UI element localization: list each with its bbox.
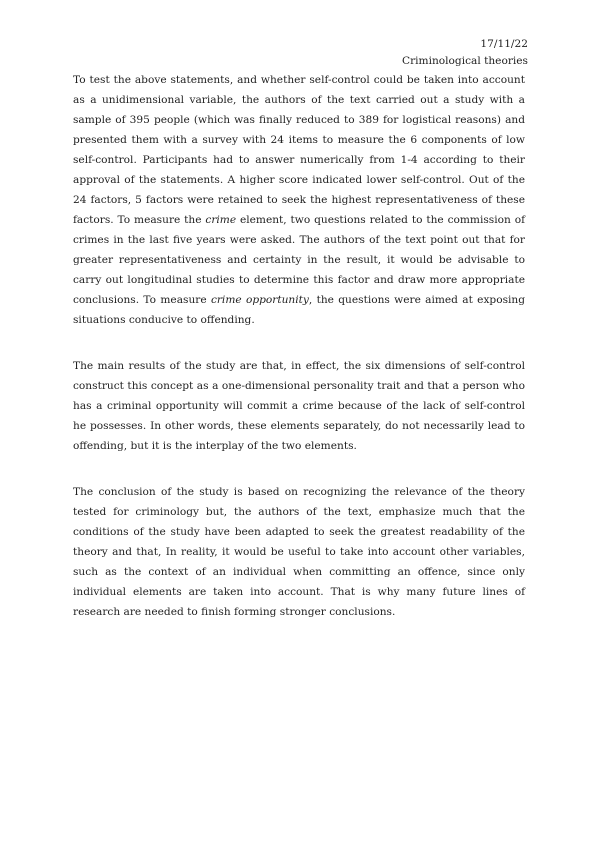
- page-header: [402, 36, 528, 70]
- italic-term-crime-opportunity: crime opportunity: [210, 294, 309, 306]
- text-segment: , the questions were aimed at exposing situations conducive to offending.: [73, 294, 526, 326]
- text-segment: element, two questions related to the commission of crimes in the last five years were asked. The authors of the text point out that for greater representativeness and certainty in the result, it would be advisable to carry out longitudinal studies to determine this factor and draw more appropriate conclusions. To measure: [73, 214, 525, 306]
- text-segment: The main results of the study are that, in effect, the six dimensions of self-control construct this concept as a one-dimensional personality trait and that a person who has a criminal opportunity will commit a crime because of the lack of self-control he possesses. In other words, these elements separately, do not necessarily lead to offending, but it is the interplay of the two elements.: [73, 360, 525, 452]
- header-date: 17/11/22: [480, 38, 528, 50]
- paragraph-study-method: [73, 70, 525, 330]
- paragraph-main-results: [73, 356, 525, 456]
- document-body: [73, 70, 525, 648]
- header-subject: Criminological theories: [401, 55, 528, 67]
- text-segment: The conclusion of the study is based on recognizing the relevance of the theory tested for criminology but, the authors of the text, emphasize much that the conditions of the study have been adapted to seek the greatest readability of the theory and that, In reality, it would be useful to take into account other variables, such as the context of an individual when committing an offence, since only individual elements are taken into account. That is why many future lines of research are needed to finish forming stronger conclusions.: [73, 486, 525, 618]
- paragraph-conclusion: [73, 482, 525, 622]
- text-segment: To test the above statements, and whether self-control could be taken into account as a unidimensional variable, the authors of the text carried out a study with a sample of 395 people (which was finally reduced to 389 for logistical reasons) and presented them with a survey with 24 items to measure the 6 components of low self-control. Participants had to answer numerically from 1-4 according to their approval of the statements. A higher score indicated lower self-control. Out of the 24 factors, 5 factors were retained to seek the highest representativeness of these factors. To measure the: [73, 74, 525, 226]
- italic-term-crime: crime: [205, 214, 237, 226]
